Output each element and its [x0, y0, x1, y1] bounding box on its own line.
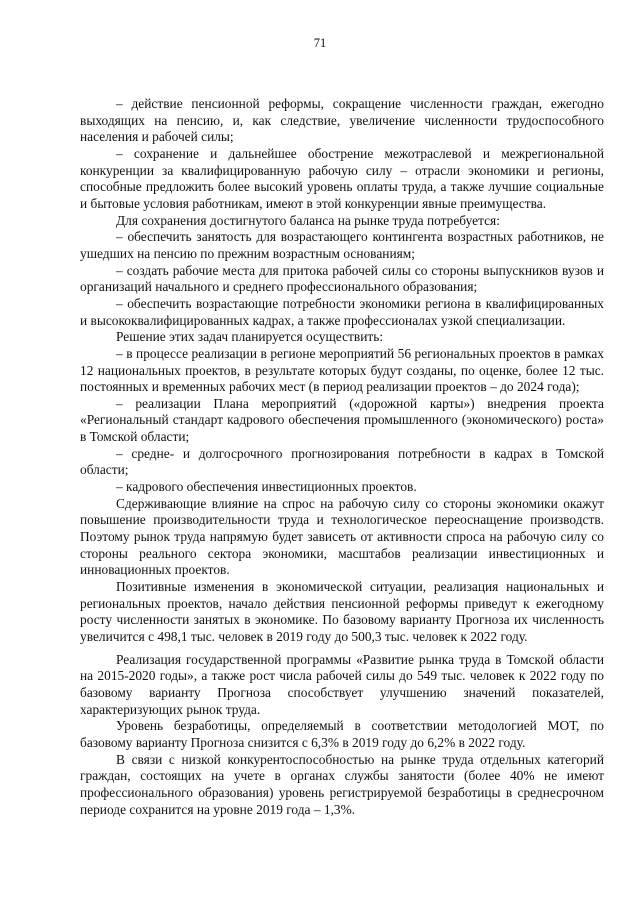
page-number: 71 — [313, 36, 327, 50]
paragraph-unemployment-rate: Уровень безработицы, определяемый в соответствии методологией МОТ, по базовому варианту Прогноза снизится с 6,3% в 2019 году до 6,2% в 2022 году. — [80, 718, 604, 750]
paragraph-registered-unemployment: В связи с низкой конкурентоспособностью на рынке труда отдельных категорий граждан, состоящих на учете в органах службы занятости (более 40% не имеют профессионального образования) уровень регистрируемой безработицы в среднесрочном периоде сохранится на уровне 2019 года – 1,3%. — [80, 751, 604, 817]
paragraph-pension-reform: – действие пенсионной реформы, сокращение численности граждан, ежегодно выходящих на пенсию, и, как следствие, увеличение численности трудоспособного населения и рабочей силы; — [80, 96, 604, 145]
paragraph-employment-older: – обеспечить занятость для возрастающего контингента возрастных работников, не ушедших на пенсию по прежним возрастным основаниям; — [80, 229, 604, 261]
paragraph-regional-projects: – в процессе реализации в регионе мероприятий 56 региональных проектов в рамках 12 национальных проектов, в результате которых будут созданы, по оценке, более 12 тыс. постоянных и временных рабочих мест (в период реализации проектов – до 2024 года); — [80, 345, 604, 395]
paragraph-qualified-staff: – обеспечить возрастающие потребности экономики региона в квалифицированных и высококвалифицированных кадрах, а также профессионалах узкой специализации. — [80, 295, 604, 328]
paragraph-balance-intro: Для сохранения достигнутого баланса на рынке труда потребуется: — [116, 212, 500, 228]
paragraph-demand-constraints: Сдерживающие влияние на спрос на рабочую силу со стороны экономики окажут повышение производительности труда и технологическое переоснащение производств. Поэтому рынок труда напрямую будет зависеть от активности спроса на рабочую силу со стороны реального сектора экономики, масштабов реализации инвестиционных и инновационных проектов. — [80, 495, 604, 578]
paragraph-solution-intro: Решение этих задач планируется осуществить: — [116, 329, 384, 345]
paragraph-competition: – сохранение и дальнейшее обострение межотраслевой и межрегиональной конкуренции за квалифицированную рабочую силу – отрасли экономики и регионы, способные предложить более высокий уровень оплаты труда, а также лучшие социальные и бытовые условия работникам, имеют в этой конкуренции явные преимущества. — [80, 145, 604, 211]
paragraph-create-jobs: – создать рабочие места для притока рабочей силы со стороны выпускников вузов и организаций начального и среднего профессионального образования; — [80, 262, 604, 295]
paragraph-state-program: Реализация государственной программы «Развитие рынка труда в Томской области на 2015-2020 годы», а также рост числа рабочей силы до 549 тыс. человек к 2022 году по базовому варианту Прогноза способствует улучшению значений показателей, характеризующих рынок труда. — [80, 651, 604, 717]
paragraph-roadmap: – реализации Плана мероприятий («дорожной карты») внедрения проекта «Региональный стандарт кадрового обеспечения промышленного (экономического) роста» в Томской области; — [80, 395, 604, 445]
paragraph-positive-changes: Позитивные изменения в экономической ситуации, реализация национальных и региональных проектов, начало действия пенсионной реформы приведут к ежегодному росту численности занятых в экономике. По базовому варианту Прогноза их численность увеличится с 498,1 тыс. человек в 2019 году до 500,3 тыс. человек к 2022 году. — [80, 579, 604, 644]
paragraph-forecasting: – средне- и долгосрочного прогнозирования потребности в кадрах в Томской области; — [80, 445, 604, 478]
document-body — [80, 96, 604, 818]
paragraph-investment-staffing: – кадрового обеспечения инвестиционных проектов. — [116, 479, 417, 495]
